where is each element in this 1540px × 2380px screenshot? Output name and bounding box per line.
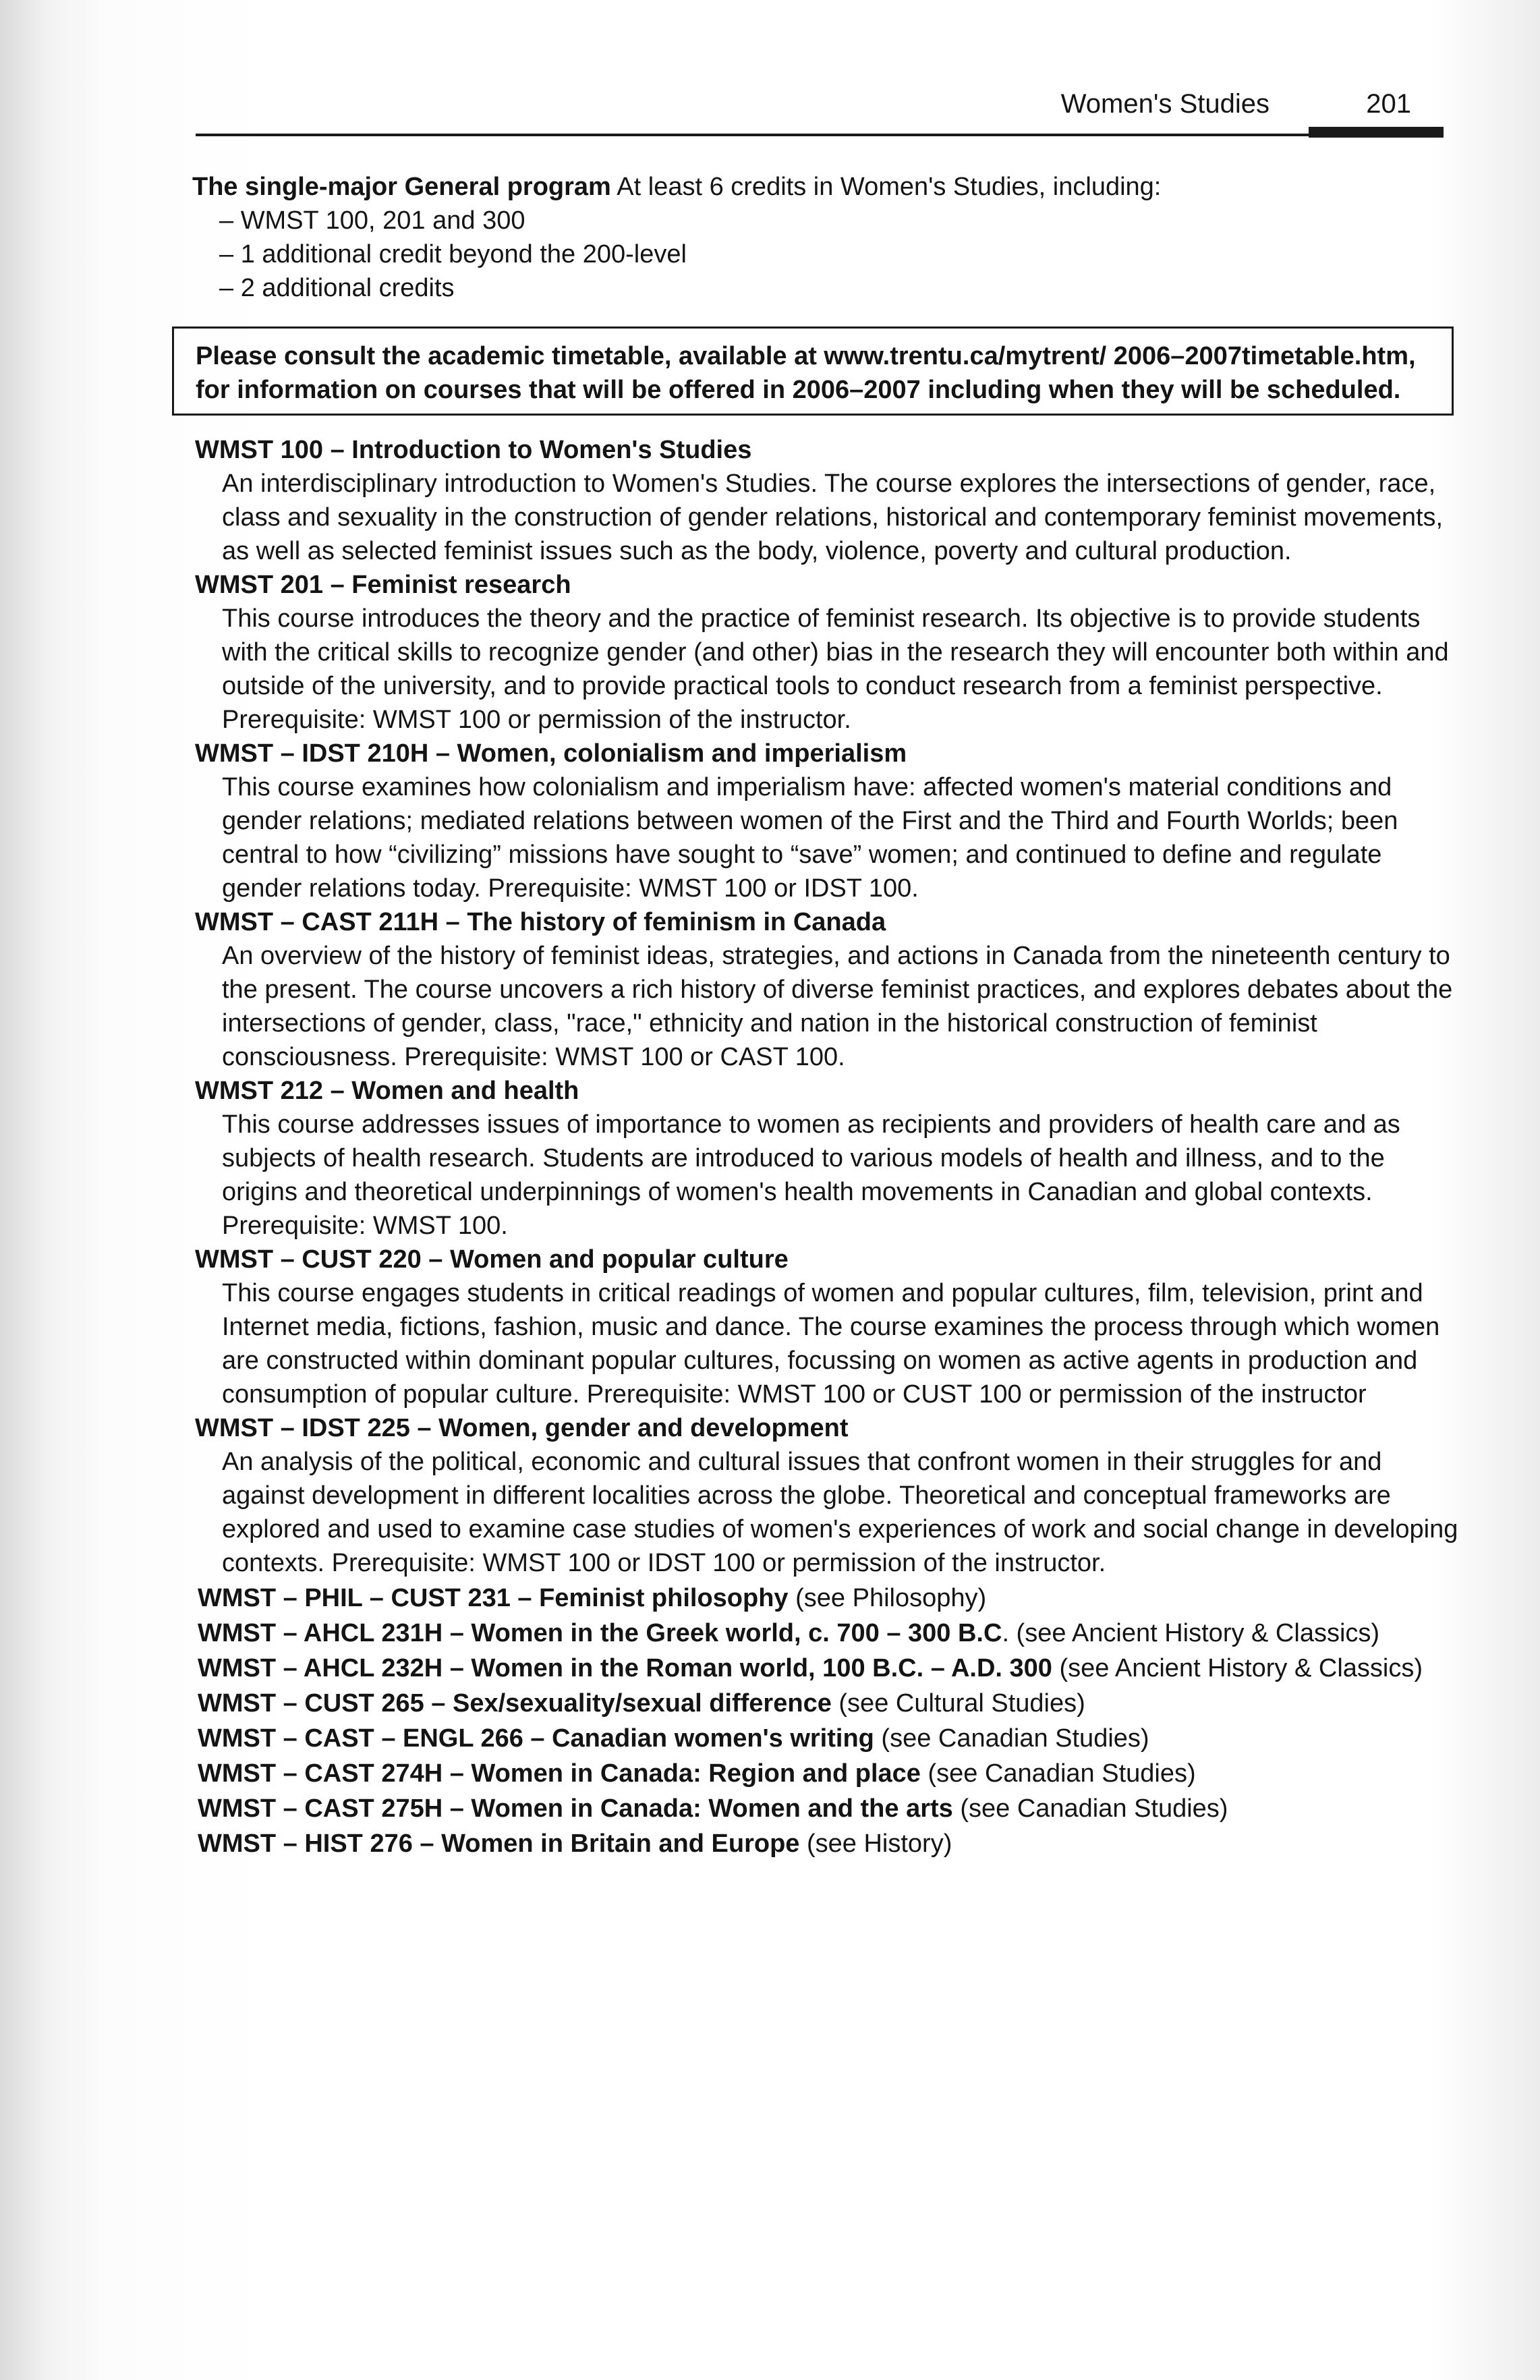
- course-entry: [195, 433, 1460, 568]
- cross-listed-title: WMST – CUST 265 – Sex/sexuality/sexual difference: [198, 1689, 832, 1718]
- course-title: WMST 100 – Introduction to Women's Studies: [195, 436, 752, 464]
- course-description: An interdisciplinary introduction to Women's Studies. The course explores the intersections of gender, race, class and sexuality in the construction of gender relations, historical and contemporary feminist movements, as well as selected feminist issues such as the body, violence, poverty and cultural production.: [222, 470, 1444, 565]
- course-description: This course addresses issues of importance to women as recipients and providers of health care and as subjects of health research. Students are introduced to various models of health and illness, and to the origins and theoretical underpinnings of women's health movements in Canadian and global contexts. Prerequisite: WMST 100.: [222, 1110, 1400, 1240]
- program-title: The single-major General program: [192, 173, 611, 201]
- requirement-item: – WMST 100, 201 and 300: [219, 206, 525, 235]
- course-entry: [195, 905, 1460, 1074]
- cross-listed-note: (see Canadian Studies): [874, 1724, 1149, 1753]
- course-title: WMST 201 – Feminist research: [195, 571, 571, 599]
- cross-listed-course: [198, 1651, 1460, 1685]
- cross-listed-course: [198, 1792, 1460, 1825]
- cross-listed-note: (see Canadian Studies): [920, 1759, 1196, 1788]
- requirement-item: – 1 additional credit beyond the 200-level: [219, 240, 687, 268]
- requirement-list: [192, 204, 1460, 305]
- cross-listed-note: (see History): [799, 1830, 952, 1858]
- cross-listed-title: WMST – CAST – ENGL 266 – Canadian women's writing: [198, 1724, 874, 1753]
- course-title: WMST – IDST 210H – Women, colonialism and imperialism: [195, 739, 907, 768]
- course-description: An overview of the history of feminist ideas, strategies, and actions in Canada from the nineteenth century to the present. The course uncovers a rich history of diverse feminist practices, and explores debates about the intersections of gender, class, "race," ethnicity and nation in the historical construction of feminist consciousness. Prerequisite: WMST 100 or CAST 100.: [222, 942, 1453, 1071]
- cross-listed-course: [198, 1827, 1460, 1861]
- cross-listed-course: [198, 1616, 1460, 1650]
- page-number: 201: [1366, 89, 1411, 119]
- cross-listed-title: WMST – HIST 276 – Women in Britain and Europe: [198, 1830, 800, 1858]
- header-rule: [196, 134, 1444, 136]
- course-description: An analysis of the political, economic and cultural issues that confront women in their struggles for and against development in different localities across the globe. Theoretical and conceptual frameworks are explored and used to examine case studies of women's experiences of work and social change in developing contexts. Prerequisite: WMST 100 or IDST 100 or permission of the instructor.: [222, 1448, 1458, 1577]
- timetable-notice: Please consult the academic timetable, available at www.trentu.ca/mytrent/ 2006–2007timetable.htm, for information on courses that will be offered in 2006–2007 including when they will be scheduled.: [172, 327, 1454, 416]
- course-entry: [195, 1074, 1460, 1243]
- cross-listed-title: WMST – CAST 274H – Women in Canada: Region and place: [198, 1759, 921, 1788]
- cross-listed-note: (see Ancient History & Classics): [1052, 1654, 1423, 1682]
- page-content: [192, 170, 1460, 1861]
- cross-listed-title: WMST – PHIL – CUST 231 – Feminist philosophy: [198, 1584, 789, 1612]
- cross-listed-note: . (see Ancient History & Classics): [1002, 1619, 1380, 1647]
- course-entry: [195, 1243, 1460, 1411]
- course-title: WMST 212 – Women and health: [195, 1077, 579, 1105]
- course-title: WMST – CUST 220 – Women and popular culture: [195, 1245, 789, 1274]
- cross-listed-note: (see Canadian Studies): [952, 1794, 1228, 1823]
- course-entry: [195, 568, 1460, 737]
- course-description: This course examines how colonialism and imperialism have: affected women's material conditions and gender relations; mediated relations between women of the First and the Third and Fourth Worlds; been central to how “civilizing” missions have sought to “save” women; and continued to define and regulate gender relations today. Prerequisite: WMST 100 or IDST 100.: [222, 773, 1398, 903]
- program-requirements: [192, 170, 1460, 204]
- cross-listed-course: [198, 1722, 1460, 1755]
- cross-listed-note: (see Philosophy): [788, 1584, 987, 1612]
- program-intro: At least 6 credits in Women's Studies, including:: [617, 173, 1162, 201]
- course-description: This course engages students in critical readings of women and popular cultures, film, television, print and Internet media, fictions, fashion, music and dance. The course examines the process through which women are constructed within dominant popular cultures, focussing on women as active agents in production and consumption of popular culture. Prerequisite: WMST 100 or CUST 100 or permission of the instructor: [222, 1279, 1440, 1409]
- course-entry: [195, 737, 1460, 905]
- header-thumb-tab: [1309, 127, 1444, 138]
- cross-listed-title: WMST – AHCL 232H – Women in the Roman world, 100 B.C. – A.D. 300: [198, 1654, 1052, 1682]
- cross-listed-course: [198, 1757, 1460, 1790]
- cross-listed-note: (see Cultural Studies): [831, 1689, 1085, 1718]
- cross-listed-title: WMST – AHCL 231H – Women in the Greek world, c. 700 – 300 B.C: [198, 1619, 1002, 1647]
- header-section-title: Women's Studies: [1060, 89, 1270, 119]
- cross-listed-course: [198, 1687, 1460, 1720]
- course-title: WMST – IDST 225 – Women, gender and development: [195, 1414, 849, 1442]
- cross-listed-course: [198, 1581, 1460, 1615]
- course-entry: [195, 1411, 1460, 1580]
- cross-listed-title: WMST – CAST 275H – Women in Canada: Women and the arts: [198, 1794, 953, 1823]
- requirement-item: – 2 additional credits: [219, 274, 455, 302]
- course-description: This course introduces the theory and the practice of feminist research. Its objective is to provide students with the critical skills to recognize gender (and other) bias in the research they will encounter both within and outside of the university, and to provide practical tools to conduct research from a feminist perspective. Prerequisite: WMST 100 or permission of the instructor.: [222, 604, 1449, 734]
- course-title: WMST – CAST 211H – The history of feminism in Canada: [195, 908, 886, 936]
- running-header: [196, 86, 1452, 127]
